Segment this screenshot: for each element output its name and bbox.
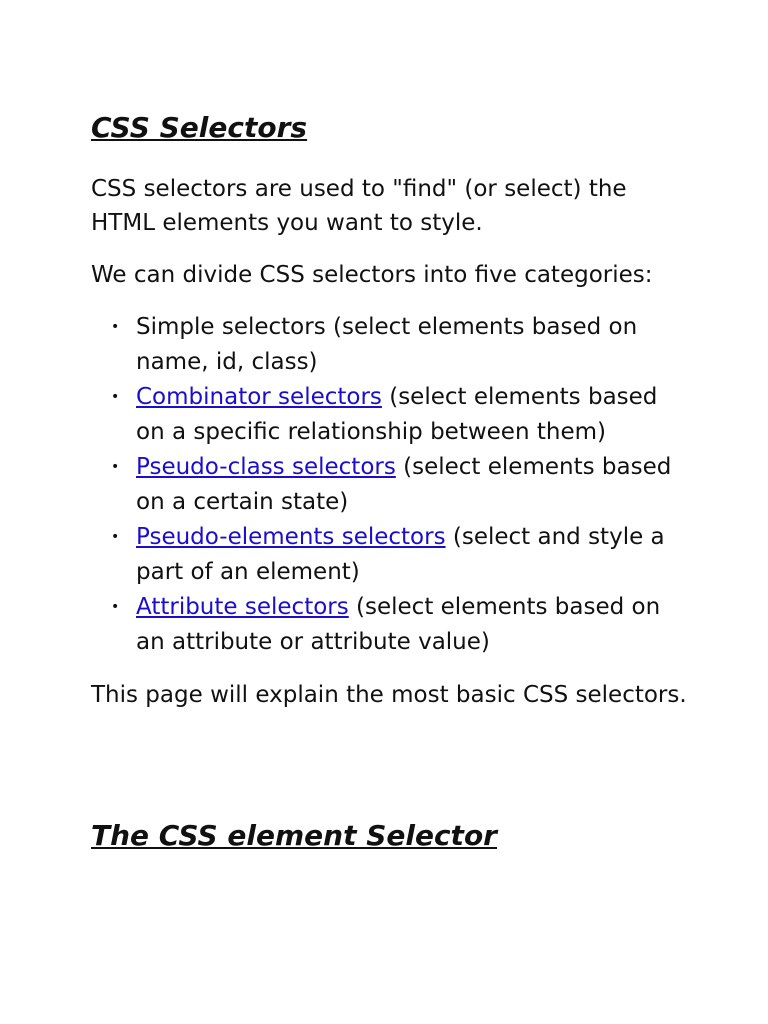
outro-paragraph: This page will explain the most basic CSS selectors. bbox=[91, 682, 687, 708]
list-item-text: (select and style a part of an element) bbox=[136, 524, 665, 585]
list-item-pseudo-class-selectors bbox=[91, 450, 691, 520]
bullet-icon: • bbox=[111, 459, 120, 475]
intro-paragraph: CSS selectors are used to "find" (or select) the HTML elements you want to style. bbox=[91, 176, 627, 236]
list-item-text: (select elements based on an attribute or attribute value) bbox=[136, 594, 661, 655]
list-item-combinator-selectors bbox=[91, 380, 691, 450]
list-item-pseudo-elements-selectors bbox=[91, 520, 691, 590]
attribute-selectors-link[interactable]: Attribute selectors bbox=[136, 594, 349, 620]
pseudo-class-selectors-link[interactable]: Pseudo-class selectors bbox=[136, 454, 396, 480]
bullet-icon: • bbox=[111, 529, 120, 545]
document-content bbox=[91, 108, 691, 856]
combinator-selectors-link[interactable]: Combinator selectors bbox=[136, 384, 382, 410]
list-item-simple-selectors bbox=[91, 310, 691, 380]
page-title: CSS Selectors bbox=[91, 111, 308, 144]
section-title-element-selector: The CSS element Selector bbox=[91, 819, 497, 852]
list-item-text: (select elements based on a certain state) bbox=[136, 454, 672, 515]
bullet-icon: • bbox=[111, 389, 120, 405]
list-item-attribute-selectors bbox=[91, 590, 691, 660]
list-item-text: Simple selectors (select elements based on name, id, class) bbox=[136, 314, 638, 375]
list-item-text: (select elements based on a specific relationship between them) bbox=[136, 384, 658, 445]
pseudo-elements-selectors-link[interactable]: Pseudo-elements selectors bbox=[136, 524, 446, 550]
bullet-icon: • bbox=[111, 599, 120, 615]
categories-intro-paragraph: We can divide CSS selectors into five categories: bbox=[91, 262, 653, 288]
bullet-icon: • bbox=[111, 319, 120, 335]
selector-categories-list bbox=[91, 310, 691, 660]
